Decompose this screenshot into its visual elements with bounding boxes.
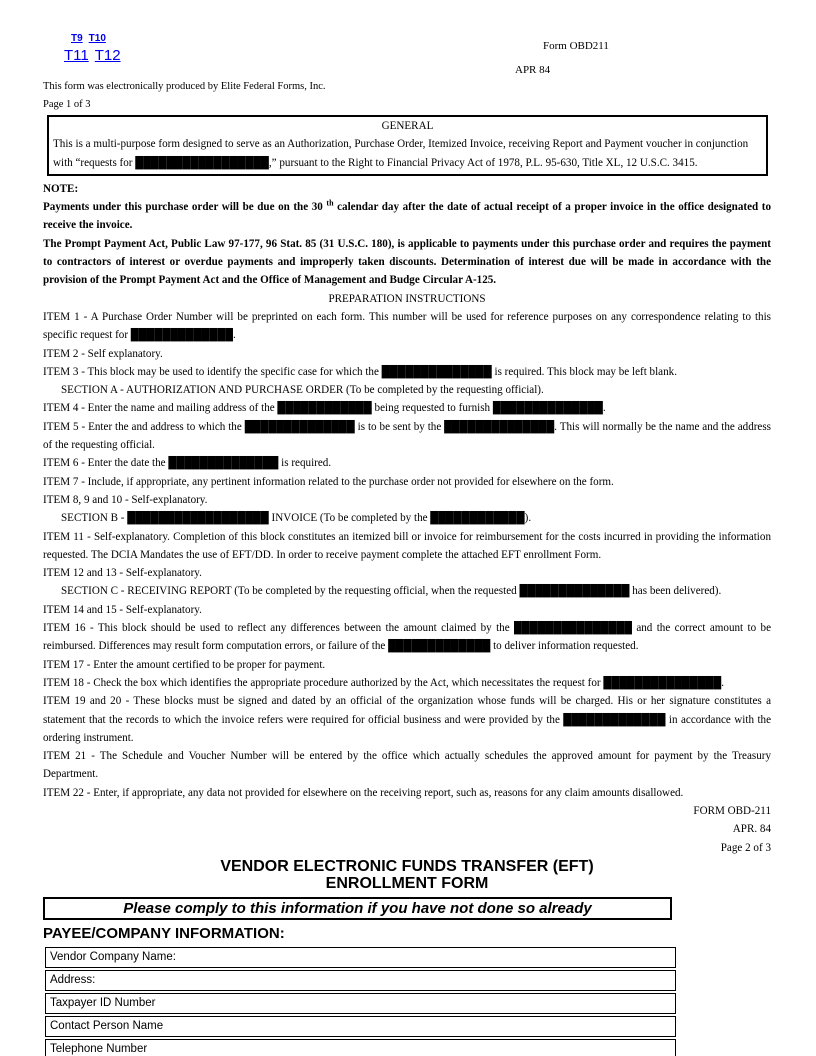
general-body: This is a multi-purpose form designed to serve as an Authorization, Purchase Order, Itemized Invoice, receiving Report and Payment voucher in conjunction with “requests for █████████████████,” pursuant to the Right to Financial Privacy Act of 1978, P.L. 95-630, Title XL, 12 U.S.C. 3415. xyxy=(53,138,749,169)
section-a-heading: SECTION A - AUTHORIZATION AND PURCHASE ORDER (To be completed by the requesting official). xyxy=(61,384,544,397)
link-t10[interactable]: T10 xyxy=(88,33,106,44)
instruction-item-16: ITEM 16 - This block should be used to reflect any differences between the amount claimed by the ███████████████ and the correct amount to be reimbursed. Differences may result form computation errors, or failure of the █████████████ to deliver information requested. xyxy=(43,622,771,653)
link-t12[interactable]: T12 xyxy=(94,47,121,64)
page-2-form-number: FORM OBD-211 xyxy=(693,804,771,817)
instruction-item-21: ITEM 21 - The Schedule and Voucher Number will be entered by the office which actually schedules the approved amount for payment by the Treasury Department. xyxy=(43,750,771,781)
instruction-item-14-15: ITEM 14 and 15 - Self-explanatory. xyxy=(43,603,202,616)
note-paragraph-2: The Prompt Payment Act, Public Law 97-177, 96 Stat. 85 (31 U.S.C. 180), is applicable to payments under this purchase order and requires the payment to contractors of interest or overdue payments and improperly taken discounts. Determination of interest due will be made in accordance with the provision of the Prompt Payment Act and the Office of Management and Budge Circular A-125. xyxy=(43,237,771,287)
payee-company-information-label: PAYEE/COMPANY INFORMATION: xyxy=(43,924,285,942)
instruction-item-4: ITEM 4 - Enter the name and mailing address of the ████████████ being requested to furnish ██████████████. xyxy=(43,402,606,415)
instruction-item-17: ITEM 17 - Enter the amount certified to be proper for payment. xyxy=(43,658,326,671)
form-number: Form OBD211 xyxy=(543,40,609,52)
note-label: NOTE: xyxy=(43,182,79,195)
instruction-item-12-13: ITEM 12 and 13 - Self-explanatory. xyxy=(43,567,202,580)
vendor-company-name-field: Vendor Company Name: xyxy=(45,947,676,968)
header-links-row1 xyxy=(71,33,127,44)
note1-superscript: th xyxy=(326,198,334,208)
address-field: Address: xyxy=(45,970,676,991)
instruction-item-7: ITEM 7 - Include, if appropriate, any pertinent information related to the purchase order not provided for elsewhere on the form. xyxy=(43,475,614,488)
instruction-item-5: ITEM 5 - Enter the and address to which the ██████████████ is to be sent by the ██████████████. This will normally be the name and the address of the requesting official. xyxy=(43,420,771,452)
preparation-instructions-title: PREPARATION INSTRUCTIONS xyxy=(328,292,486,305)
instruction-item-18: ITEM 18 - Check the box which identifies the appropriate procedure authorized by the Act, which necessitates the request for ███████████████. xyxy=(43,676,725,689)
link-t11[interactable]: T11 xyxy=(64,47,89,64)
instruction-item-1: ITEM 1 - A Purchase Order Number will be preprinted on each form. This number will be used for reference purposes on any correspondence relating to this specific request for █████████████. xyxy=(43,310,771,342)
general-title: GENERAL xyxy=(381,120,434,132)
note1-before: Payments under this purchase order will be due on the 30 xyxy=(43,201,327,214)
comply-notice-box: Please comply to this information if you have not done so already xyxy=(43,897,672,920)
header-links-row2 xyxy=(64,47,127,64)
eft-form-title-line2: ENROLLMENT FORM xyxy=(325,875,489,893)
instruction-item-22: ITEM 22 - Enter, if appropriate, any data not provided for elsewhere on the receiving report, such as, reasons for any claim amounts disallowed. xyxy=(43,786,684,799)
produced-by-note: This form was electronically produced by Elite Federal Forms, Inc. xyxy=(43,81,326,92)
taxpayer-id-number-field: Taxpayer ID Number xyxy=(45,993,676,1014)
eft-form-title-line1: VENDOR ELECTRONIC FUNDS TRANSFER (EFT) xyxy=(220,857,594,875)
instruction-item-3: ITEM 3 - This block may be used to identify the specific case for which the ██████████████ is required. This block may be left blank. xyxy=(43,365,677,378)
section-b-heading: SECTION B - ██████████████████ INVOICE (To be completed by the ████████████). xyxy=(61,512,532,525)
instruction-item-8-9-10: ITEM 8, 9 and 10 - Self-explanatory. xyxy=(43,493,208,506)
document-content xyxy=(43,115,771,1056)
eft-form-title xyxy=(43,858,771,893)
page-2-label: Page 2 of 3 xyxy=(720,841,771,854)
telephone-number-field: Telephone Number xyxy=(45,1039,676,1056)
instruction-item-19-20: ITEM 19 and 20 - These blocks must be signed and dated by an official of the organization whose funds will be charged. His or her signature constitutes a statement that the records to which the invoice refers were required for official business and were provided by the █████████████ in accordance with the ordering instrument. xyxy=(43,695,771,744)
note-paragraph-1 xyxy=(43,198,771,235)
instruction-item-11: ITEM 11 - Self-explanatory. Completion of this block constitutes an itemized bill or invoice for reimbursement for the costs incurred in providing the information requested. The DCIA Mandates the use of EFT/DD. In order to receive payment complete the attached EFT enrollment Form. xyxy=(43,530,771,561)
general-box xyxy=(47,115,768,176)
link-t9[interactable]: T9 xyxy=(71,33,83,44)
page-1-label: Page 1 of 3 xyxy=(43,99,91,110)
form-date: APR 84 xyxy=(515,64,551,76)
contact-person-name-field: Contact Person Name xyxy=(45,1016,676,1037)
instruction-item-2: ITEM 2 - Self explanatory. xyxy=(43,347,163,360)
note1-after: calendar day after the date of actual receipt of a proper invoice in the office designated to receive the invoice. xyxy=(43,201,771,232)
instruction-item-6: ITEM 6 - Enter the date the ██████████████ is required. xyxy=(43,457,332,470)
header-links xyxy=(64,33,127,64)
page-2-form-date: APR. 84 xyxy=(732,823,771,836)
section-c-heading: SECTION C - RECEIVING REPORT (To be completed by the requesting official, when the requested ██████████████ has been delivered). xyxy=(61,585,722,598)
